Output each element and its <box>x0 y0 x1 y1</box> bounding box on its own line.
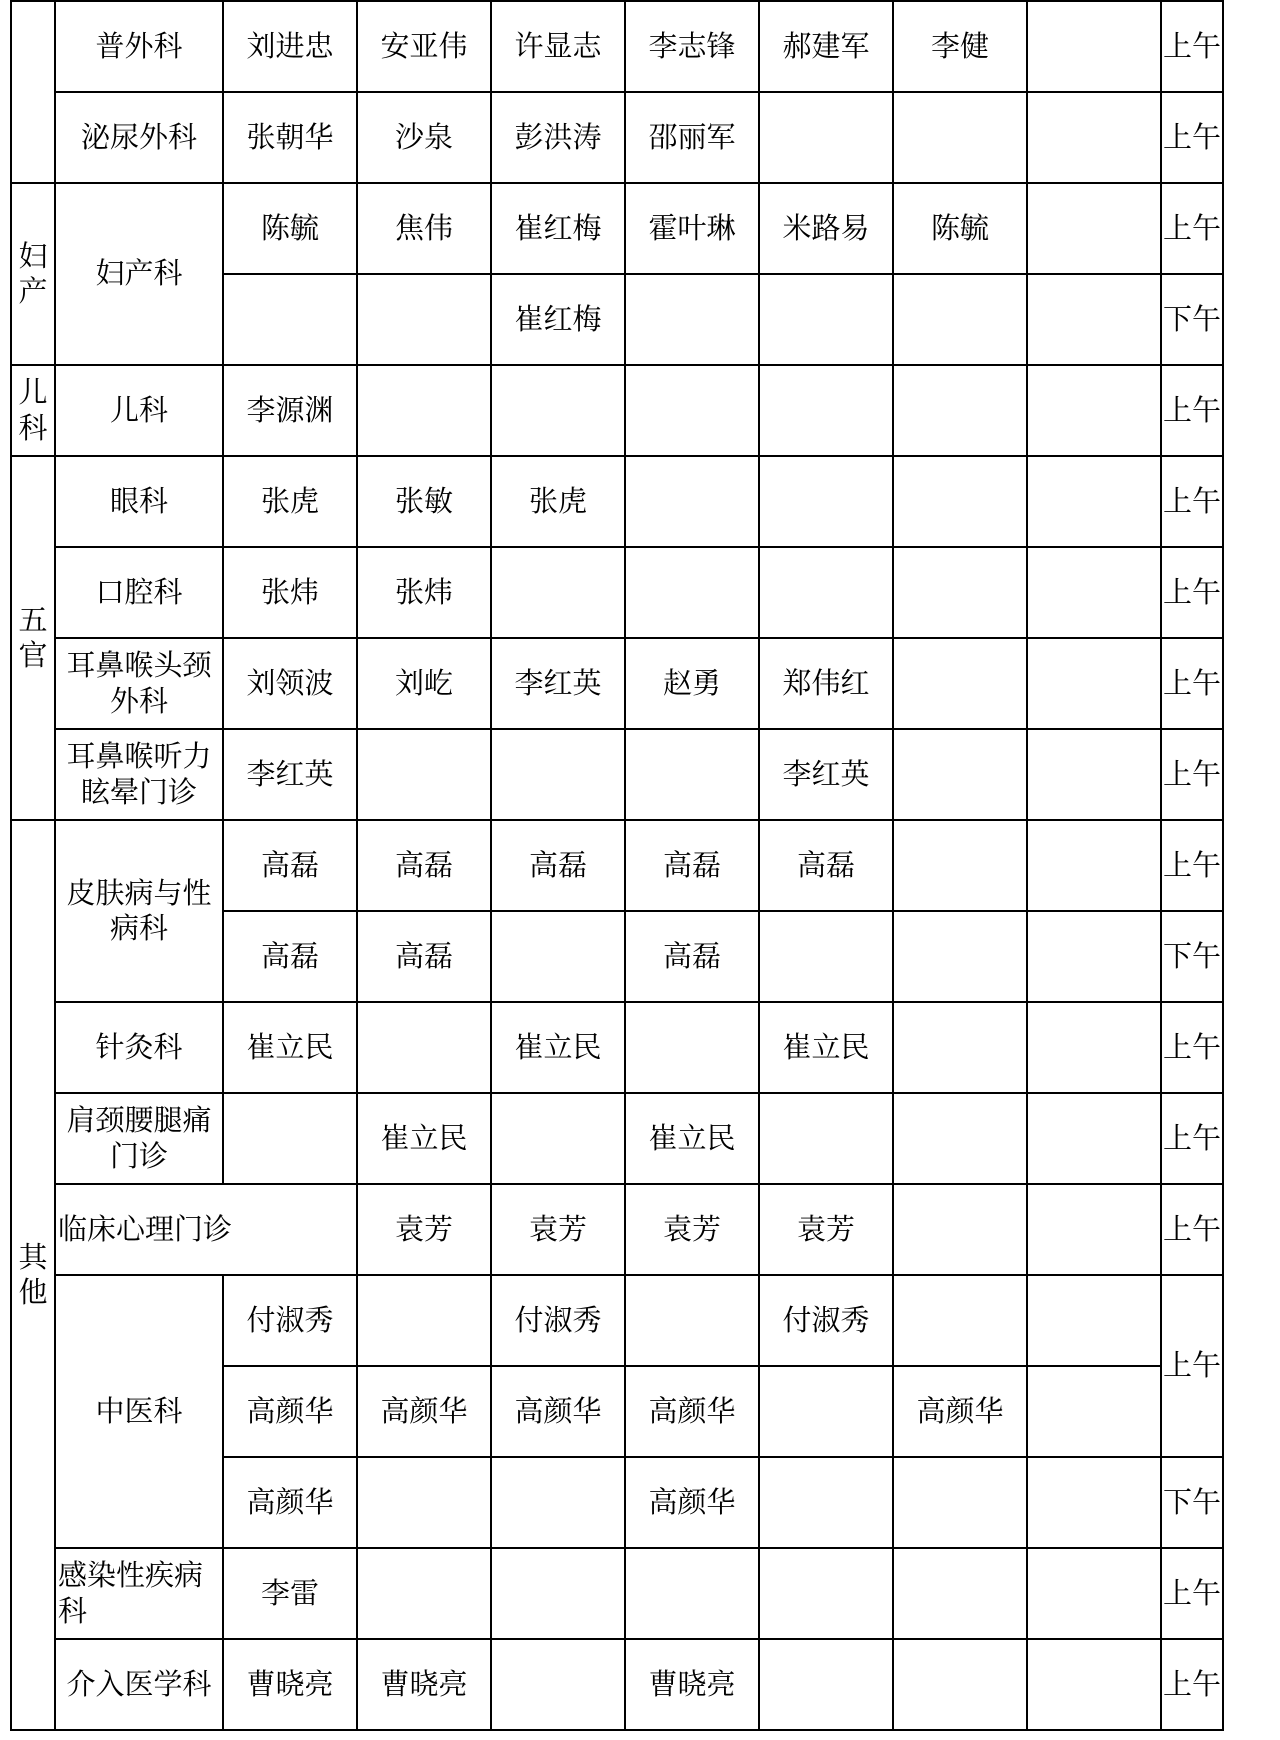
doctor-cell <box>223 1093 357 1184</box>
doctor-cell <box>1027 274 1161 365</box>
session-time-cell: 上午 <box>1161 820 1223 911</box>
table-row <box>11 365 1223 456</box>
doctor-cell <box>1027 1548 1161 1639</box>
doctor-cell <box>893 729 1027 820</box>
doctor-cell: 李红英 <box>491 638 625 729</box>
doctor-cell: 袁芳 <box>491 1184 625 1275</box>
department-cell: 肩颈腰腿痛门诊 <box>55 1093 223 1184</box>
doctor-cell <box>357 729 491 820</box>
doctor-cell: 崔立民 <box>759 1002 893 1093</box>
schedule-page <box>10 0 1224 1731</box>
department-cell: 介入医学科 <box>55 1639 223 1730</box>
doctor-cell <box>223 274 357 365</box>
doctor-cell <box>1027 638 1161 729</box>
doctor-cell <box>1027 1366 1161 1457</box>
doctor-cell <box>893 638 1027 729</box>
department-cell: 普外科 <box>55 1 223 92</box>
doctor-cell: 张虎 <box>223 456 357 547</box>
doctor-cell <box>893 456 1027 547</box>
doctor-cell: 许显志 <box>491 1 625 92</box>
doctor-cell: 付淑秀 <box>223 1275 357 1366</box>
doctor-cell <box>1027 456 1161 547</box>
doctor-cell: 沙泉 <box>357 92 491 183</box>
doctor-cell <box>893 820 1027 911</box>
doctor-cell <box>893 1275 1027 1366</box>
doctor-cell: 安亚伟 <box>357 1 491 92</box>
doctor-cell <box>759 1093 893 1184</box>
department-cell: 耳鼻喉头颈外科 <box>55 638 223 729</box>
doctor-cell <box>893 1639 1027 1730</box>
doctor-cell <box>625 456 759 547</box>
doctor-cell: 曹晓亮 <box>357 1639 491 1730</box>
doctor-cell <box>491 1548 625 1639</box>
doctor-cell: 袁芳 <box>625 1184 759 1275</box>
doctor-cell <box>893 1184 1027 1275</box>
doctor-cell: 高磊 <box>491 820 625 911</box>
category-cell: 五官 <box>11 456 55 820</box>
doctor-cell: 付淑秀 <box>759 1275 893 1366</box>
session-time-cell: 上午 <box>1161 1093 1223 1184</box>
doctor-cell <box>491 1457 625 1548</box>
doctor-cell <box>491 547 625 638</box>
doctor-cell: 崔立民 <box>357 1093 491 1184</box>
doctor-cell: 陈毓 <box>223 183 357 274</box>
doctor-cell: 高磊 <box>357 820 491 911</box>
session-time-cell: 下午 <box>1161 1457 1223 1548</box>
doctor-cell: 高颜华 <box>223 1366 357 1457</box>
table-row <box>11 1184 1223 1275</box>
doctor-cell: 李源渊 <box>223 365 357 456</box>
doctor-cell <box>759 547 893 638</box>
doctor-cell <box>1027 547 1161 638</box>
table-row <box>11 1093 1223 1184</box>
doctor-cell: 崔红梅 <box>491 274 625 365</box>
doctor-cell: 李健 <box>893 1 1027 92</box>
doctor-cell <box>491 1093 625 1184</box>
doctor-cell: 高颜华 <box>491 1366 625 1457</box>
doctor-cell: 米路易 <box>759 183 893 274</box>
doctor-cell: 高颜华 <box>223 1457 357 1548</box>
table-row <box>11 1639 1223 1730</box>
doctor-cell: 高颜华 <box>625 1457 759 1548</box>
department-cell: 感染性疾病科 <box>55 1548 223 1639</box>
doctor-cell <box>893 274 1027 365</box>
clinic-schedule-table <box>10 0 1224 1731</box>
session-time-cell: 上午 <box>1161 92 1223 183</box>
doctor-cell: 邵丽军 <box>625 92 759 183</box>
doctor-cell: 袁芳 <box>759 1184 893 1275</box>
doctor-cell <box>1027 1 1161 92</box>
doctor-cell <box>893 911 1027 1002</box>
doctor-cell <box>491 911 625 1002</box>
doctor-cell: 高磊 <box>223 820 357 911</box>
doctor-cell: 崔立民 <box>223 1002 357 1093</box>
doctor-cell: 付淑秀 <box>491 1275 625 1366</box>
doctor-cell <box>1027 1275 1161 1366</box>
table-row <box>11 92 1223 183</box>
table-row <box>11 547 1223 638</box>
session-time-cell: 上午 <box>1161 729 1223 820</box>
table-row <box>11 456 1223 547</box>
department-cell: 口腔科 <box>55 547 223 638</box>
doctor-cell <box>625 1002 759 1093</box>
department-cell: 皮肤病与性病科 <box>55 820 223 1002</box>
session-time-cell: 上午 <box>1161 365 1223 456</box>
doctor-cell <box>491 1639 625 1730</box>
doctor-cell <box>1027 1093 1161 1184</box>
session-time-cell: 上午 <box>1161 1184 1223 1275</box>
department-cell: 耳鼻喉听力眩晕门诊 <box>55 729 223 820</box>
doctor-cell <box>1027 911 1161 1002</box>
doctor-cell: 曹晓亮 <box>625 1639 759 1730</box>
doctor-cell: 崔立民 <box>491 1002 625 1093</box>
doctor-cell <box>357 1457 491 1548</box>
category-cell: 妇产 <box>11 183 55 365</box>
doctor-cell: 高颜华 <box>357 1366 491 1457</box>
doctor-cell: 高磊 <box>223 911 357 1002</box>
doctor-cell <box>893 1002 1027 1093</box>
table-row <box>11 183 1223 274</box>
doctor-cell: 陈毓 <box>893 183 1027 274</box>
session-time-cell: 上午 <box>1161 1002 1223 1093</box>
table-row <box>11 1002 1223 1093</box>
session-time-cell: 下午 <box>1161 274 1223 365</box>
doctor-cell: 郑伟红 <box>759 638 893 729</box>
doctor-cell <box>893 365 1027 456</box>
session-time-cell: 上午 <box>1161 1 1223 92</box>
table-row <box>11 729 1223 820</box>
doctor-cell: 曹晓亮 <box>223 1639 357 1730</box>
doctor-cell <box>625 547 759 638</box>
doctor-cell: 张虎 <box>491 456 625 547</box>
doctor-cell <box>357 1548 491 1639</box>
doctor-cell <box>759 365 893 456</box>
session-time-cell: 上午 <box>1161 1275 1223 1457</box>
doctor-cell: 张敏 <box>357 456 491 547</box>
doctor-cell <box>625 274 759 365</box>
doctor-cell: 崔红梅 <box>491 183 625 274</box>
doctor-cell <box>357 1275 491 1366</box>
department-cell: 临床心理门诊 <box>55 1184 357 1275</box>
doctor-cell <box>893 1548 1027 1639</box>
session-time-cell: 上午 <box>1161 183 1223 274</box>
category-cell <box>11 1 55 183</box>
doctor-cell <box>357 365 491 456</box>
doctor-cell <box>759 1457 893 1548</box>
table-row <box>11 1 1223 92</box>
doctor-cell: 李雷 <box>223 1548 357 1639</box>
doctor-cell: 张炜 <box>357 547 491 638</box>
table-row <box>11 820 1223 911</box>
doctor-cell: 崔立民 <box>625 1093 759 1184</box>
session-time-cell: 上午 <box>1161 1639 1223 1730</box>
doctor-cell <box>893 92 1027 183</box>
doctor-cell: 高颜华 <box>893 1366 1027 1457</box>
doctor-cell: 焦伟 <box>357 183 491 274</box>
doctor-cell <box>759 1548 893 1639</box>
doctor-cell <box>625 365 759 456</box>
doctor-cell <box>1027 729 1161 820</box>
doctor-cell <box>759 1366 893 1457</box>
doctor-cell: 李红英 <box>223 729 357 820</box>
doctor-cell <box>1027 1184 1161 1275</box>
doctor-cell: 张朝华 <box>223 92 357 183</box>
doctor-cell <box>491 365 625 456</box>
doctor-cell <box>893 547 1027 638</box>
doctor-cell <box>759 911 893 1002</box>
doctor-cell <box>1027 820 1161 911</box>
doctor-cell <box>759 1639 893 1730</box>
doctor-cell <box>1027 1457 1161 1548</box>
doctor-cell <box>1027 365 1161 456</box>
doctor-cell <box>491 729 625 820</box>
doctor-cell <box>759 274 893 365</box>
category-cell: 其他 <box>11 820 55 1730</box>
doctor-cell <box>625 1548 759 1639</box>
doctor-cell: 刘屹 <box>357 638 491 729</box>
department-cell: 泌尿外科 <box>55 92 223 183</box>
table-row <box>11 1548 1223 1639</box>
doctor-cell: 郝建军 <box>759 1 893 92</box>
doctor-cell: 高磊 <box>759 820 893 911</box>
department-cell: 儿科 <box>55 365 223 456</box>
session-time-cell: 上午 <box>1161 1548 1223 1639</box>
department-cell: 针灸科 <box>55 1002 223 1093</box>
doctor-cell: 彭洪涛 <box>491 92 625 183</box>
category-cell: 儿科 <box>11 365 55 456</box>
doctor-cell <box>1027 1639 1161 1730</box>
doctor-cell <box>1027 92 1161 183</box>
doctor-cell <box>1027 1002 1161 1093</box>
department-cell: 妇产科 <box>55 183 223 365</box>
department-cell: 眼科 <box>55 456 223 547</box>
doctor-cell: 高磊 <box>357 911 491 1002</box>
doctor-cell <box>893 1093 1027 1184</box>
doctor-cell <box>759 456 893 547</box>
doctor-cell <box>625 1275 759 1366</box>
table-row <box>11 638 1223 729</box>
doctor-cell: 刘领波 <box>223 638 357 729</box>
doctor-cell <box>625 729 759 820</box>
doctor-cell <box>893 1457 1027 1548</box>
doctor-cell: 李志锋 <box>625 1 759 92</box>
doctor-cell <box>357 1002 491 1093</box>
doctor-cell: 袁芳 <box>357 1184 491 1275</box>
doctor-cell: 张炜 <box>223 547 357 638</box>
doctor-cell <box>357 274 491 365</box>
doctor-cell: 霍叶琳 <box>625 183 759 274</box>
session-time-cell: 下午 <box>1161 911 1223 1002</box>
doctor-cell <box>759 92 893 183</box>
session-time-cell: 上午 <box>1161 547 1223 638</box>
doctor-cell: 刘进忠 <box>223 1 357 92</box>
session-time-cell: 上午 <box>1161 456 1223 547</box>
doctor-cell <box>1027 183 1161 274</box>
doctor-cell: 高磊 <box>625 820 759 911</box>
department-cell: 中医科 <box>55 1275 223 1548</box>
doctor-cell: 赵勇 <box>625 638 759 729</box>
doctor-cell: 李红英 <box>759 729 893 820</box>
table-row <box>11 1275 1223 1366</box>
doctor-cell: 高颜华 <box>625 1366 759 1457</box>
doctor-cell: 高磊 <box>625 911 759 1002</box>
session-time-cell: 上午 <box>1161 638 1223 729</box>
